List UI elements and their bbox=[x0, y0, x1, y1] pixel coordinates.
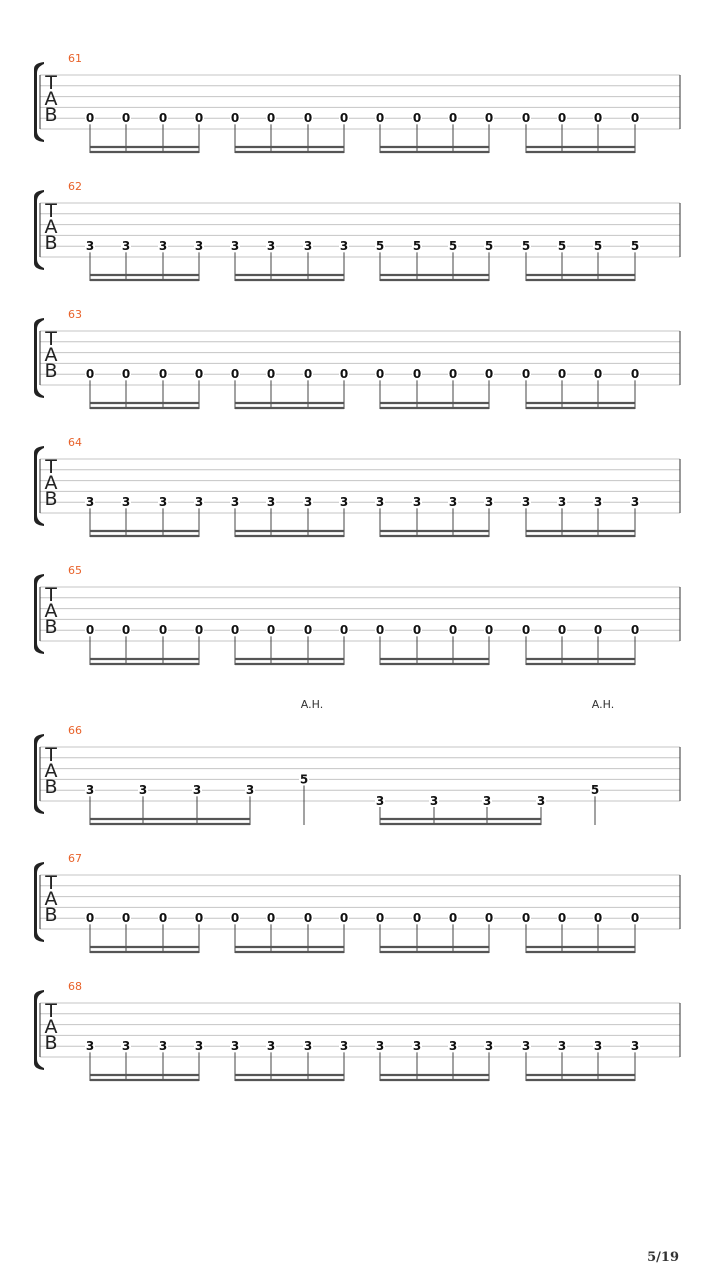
fret-number: 0 bbox=[158, 911, 168, 926]
fret-number: 3 bbox=[448, 1039, 458, 1054]
fret-number: 0 bbox=[630, 623, 640, 638]
fret-number: 5 bbox=[412, 239, 422, 254]
fret-number: 3 bbox=[121, 239, 131, 254]
fret-number: 3 bbox=[85, 1039, 95, 1054]
fret-number: 0 bbox=[521, 367, 531, 382]
fret-number: 3 bbox=[266, 495, 276, 510]
fret-number: 3 bbox=[303, 1039, 313, 1054]
system-bracket bbox=[34, 574, 44, 654]
tab-clef-letter: T bbox=[45, 200, 57, 222]
fret-number: 0 bbox=[303, 911, 313, 926]
fret-number: 0 bbox=[630, 367, 640, 382]
tab-system bbox=[34, 308, 680, 409]
fret-number: 0 bbox=[593, 911, 603, 926]
measure-number: 62 bbox=[68, 180, 82, 193]
fret-number: 3 bbox=[484, 1039, 494, 1054]
fret-number: 0 bbox=[194, 623, 204, 638]
tab-clef-letter: B bbox=[44, 904, 58, 926]
measure-number: 66 bbox=[68, 724, 82, 737]
fret-number: 3 bbox=[375, 794, 385, 808]
fret-number: 3 bbox=[138, 783, 148, 798]
fret-number: 3 bbox=[194, 1039, 204, 1054]
tab-clef-letter: B bbox=[44, 488, 58, 510]
tab-system bbox=[34, 564, 680, 665]
fret-number: 5 bbox=[557, 239, 567, 254]
fret-number: 0 bbox=[484, 623, 494, 638]
fret-number: 0 bbox=[85, 111, 95, 126]
fret-number: 3 bbox=[557, 495, 567, 510]
fret-number: 5 bbox=[521, 239, 531, 254]
fret-number: 0 bbox=[557, 111, 567, 126]
tab-clef-letter: T bbox=[45, 584, 57, 606]
fret-number: 0 bbox=[375, 111, 385, 126]
fret-number: 0 bbox=[448, 367, 458, 382]
fret-number: 0 bbox=[194, 111, 204, 126]
fret-number: 0 bbox=[158, 623, 168, 638]
fret-number: 3 bbox=[303, 239, 313, 254]
tab-system bbox=[34, 436, 680, 537]
fret-number: 5 bbox=[375, 239, 385, 254]
fret-number: 0 bbox=[484, 111, 494, 126]
system-bracket bbox=[34, 318, 44, 398]
tab-clef-letter: A bbox=[44, 1016, 58, 1038]
fret-number: 0 bbox=[339, 367, 349, 382]
tab-clef-letter: B bbox=[44, 232, 58, 254]
system-bracket bbox=[34, 734, 44, 814]
system-bracket bbox=[34, 990, 44, 1070]
fret-number: 3 bbox=[303, 495, 313, 510]
fret-number: 3 bbox=[375, 1039, 385, 1054]
tab-system bbox=[34, 852, 680, 953]
measure-number: 61 bbox=[68, 52, 82, 65]
fret-number: 0 bbox=[121, 111, 131, 126]
fret-number: 0 bbox=[412, 111, 422, 126]
fret-number: 0 bbox=[448, 911, 458, 926]
fret-number: 3 bbox=[192, 783, 202, 798]
fret-number: 3 bbox=[339, 239, 349, 254]
fret-number: 3 bbox=[412, 495, 422, 510]
fret-number: 0 bbox=[194, 911, 204, 926]
fret-number: 0 bbox=[630, 111, 640, 126]
fret-number: 3 bbox=[121, 1039, 131, 1054]
measure-number: 67 bbox=[68, 852, 82, 865]
fret-number: 0 bbox=[121, 911, 131, 926]
tab-clef-letter: A bbox=[44, 472, 58, 494]
tab-clef-letter: A bbox=[44, 88, 58, 110]
fret-number: 3 bbox=[593, 495, 603, 510]
technique-label: A.H. bbox=[300, 698, 324, 711]
fret-number: 0 bbox=[557, 367, 567, 382]
fret-number: 0 bbox=[484, 367, 494, 382]
tab-clef-letter: A bbox=[44, 216, 58, 238]
fret-number: 0 bbox=[230, 911, 240, 926]
fret-number: 0 bbox=[484, 911, 494, 926]
fret-number: 5 bbox=[484, 239, 494, 254]
fret-number: 3 bbox=[245, 783, 255, 798]
tab-clef-letter: B bbox=[44, 616, 58, 638]
fret-number: 3 bbox=[194, 239, 204, 254]
fret-number: 3 bbox=[266, 239, 276, 254]
fret-number: 0 bbox=[375, 367, 385, 382]
fret-number: 3 bbox=[230, 239, 240, 254]
fret-number: 3 bbox=[339, 495, 349, 510]
fret-number: 0 bbox=[266, 111, 276, 126]
tab-clef-letter: A bbox=[44, 600, 58, 622]
fret-number: 0 bbox=[339, 623, 349, 638]
tab-clef-letter: T bbox=[45, 744, 57, 766]
fret-number: 0 bbox=[121, 367, 131, 382]
fret-number: 3 bbox=[266, 1039, 276, 1054]
fret-number: 0 bbox=[448, 111, 458, 126]
fret-number: 5 bbox=[630, 239, 640, 254]
fret-number: 0 bbox=[557, 911, 567, 926]
fret-number: 0 bbox=[158, 367, 168, 382]
fret-number: 0 bbox=[412, 623, 422, 638]
measure-number: 65 bbox=[68, 564, 82, 577]
fret-number: 0 bbox=[375, 623, 385, 638]
fret-number: 3 bbox=[85, 495, 95, 510]
fret-number: 0 bbox=[158, 111, 168, 126]
tab-clef-letter: A bbox=[44, 888, 58, 910]
fret-number: 0 bbox=[521, 623, 531, 638]
tab-clef-letter: T bbox=[45, 456, 57, 478]
fret-number: 3 bbox=[557, 1039, 567, 1054]
fret-number: 3 bbox=[194, 495, 204, 510]
fret-number: 0 bbox=[339, 911, 349, 926]
fret-number: 0 bbox=[448, 623, 458, 638]
tab-system bbox=[34, 180, 680, 281]
fret-number: 0 bbox=[593, 367, 603, 382]
measure-number: 63 bbox=[68, 308, 82, 321]
tab-clef-letter: B bbox=[44, 1032, 58, 1054]
fret-number: 3 bbox=[482, 794, 492, 808]
tab-clef-letter: T bbox=[45, 328, 57, 350]
tab-clef-letter: T bbox=[45, 1000, 57, 1022]
fret-number: 3 bbox=[429, 794, 439, 808]
fret-number: 5 bbox=[448, 239, 458, 254]
fret-number: 3 bbox=[630, 1039, 640, 1054]
fret-number: 0 bbox=[230, 367, 240, 382]
tab-system bbox=[34, 52, 680, 153]
fret-number: 0 bbox=[303, 623, 313, 638]
fret-number: 3 bbox=[158, 1039, 168, 1054]
measure-number: 68 bbox=[68, 980, 82, 993]
fret-number: 0 bbox=[266, 623, 276, 638]
fret-number: 0 bbox=[85, 911, 95, 926]
fret-number: 0 bbox=[121, 623, 131, 638]
fret-number: 3 bbox=[484, 495, 494, 510]
fret-number: 0 bbox=[230, 111, 240, 126]
fret-number: 3 bbox=[521, 495, 531, 510]
fret-number: 3 bbox=[630, 495, 640, 510]
tab-system bbox=[34, 980, 680, 1081]
tab-clef-letter: B bbox=[44, 360, 58, 382]
fret-number: 0 bbox=[630, 911, 640, 926]
fret-number: 3 bbox=[412, 1039, 422, 1054]
system-bracket bbox=[34, 862, 44, 942]
fret-number: 0 bbox=[194, 367, 204, 382]
tab-clef-letter: T bbox=[45, 72, 57, 94]
fret-number: 5 bbox=[299, 772, 309, 787]
fret-number: 0 bbox=[593, 623, 603, 638]
tab-clef-letter: B bbox=[44, 776, 58, 798]
fret-number: 0 bbox=[85, 367, 95, 382]
fret-number: 0 bbox=[266, 911, 276, 926]
fret-number: 0 bbox=[266, 367, 276, 382]
tab-system bbox=[34, 698, 680, 825]
fret-number: 3 bbox=[339, 1039, 349, 1054]
fret-number: 0 bbox=[521, 111, 531, 126]
fret-number: 3 bbox=[230, 1039, 240, 1054]
fret-number: 0 bbox=[593, 111, 603, 126]
fret-number: 0 bbox=[412, 367, 422, 382]
fret-number: 0 bbox=[85, 623, 95, 638]
fret-number: 3 bbox=[521, 1039, 531, 1054]
fret-number: 3 bbox=[158, 239, 168, 254]
fret-number: 3 bbox=[121, 495, 131, 510]
technique-label: A.H. bbox=[591, 698, 615, 711]
fret-number: 5 bbox=[593, 239, 603, 254]
tab-clef-letter: B bbox=[44, 104, 58, 126]
fret-number: 3 bbox=[536, 794, 546, 808]
fret-number: 0 bbox=[375, 911, 385, 926]
fret-number: 0 bbox=[303, 111, 313, 126]
system-bracket bbox=[34, 446, 44, 526]
fret-number: 0 bbox=[557, 623, 567, 638]
page-number: 5/19 bbox=[647, 1250, 679, 1265]
fret-number: 3 bbox=[230, 495, 240, 510]
fret-number: 5 bbox=[590, 783, 600, 798]
fret-number: 3 bbox=[158, 495, 168, 510]
fret-number: 3 bbox=[448, 495, 458, 510]
fret-number: 3 bbox=[593, 1039, 603, 1054]
fret-number: 0 bbox=[521, 911, 531, 926]
measure-number: 64 bbox=[68, 436, 82, 449]
system-bracket bbox=[34, 190, 44, 270]
fret-number: 3 bbox=[85, 783, 95, 798]
system-bracket bbox=[34, 62, 44, 142]
fret-number: 0 bbox=[339, 111, 349, 126]
tab-clef-letter: T bbox=[45, 872, 57, 894]
tab-clef-letter: A bbox=[44, 344, 58, 366]
fret-number: 3 bbox=[85, 239, 95, 254]
fret-number: 0 bbox=[303, 367, 313, 382]
tab-clef-letter: A bbox=[44, 760, 58, 782]
fret-number: 0 bbox=[412, 911, 422, 926]
fret-number: 3 bbox=[375, 495, 385, 510]
fret-number: 0 bbox=[230, 623, 240, 638]
